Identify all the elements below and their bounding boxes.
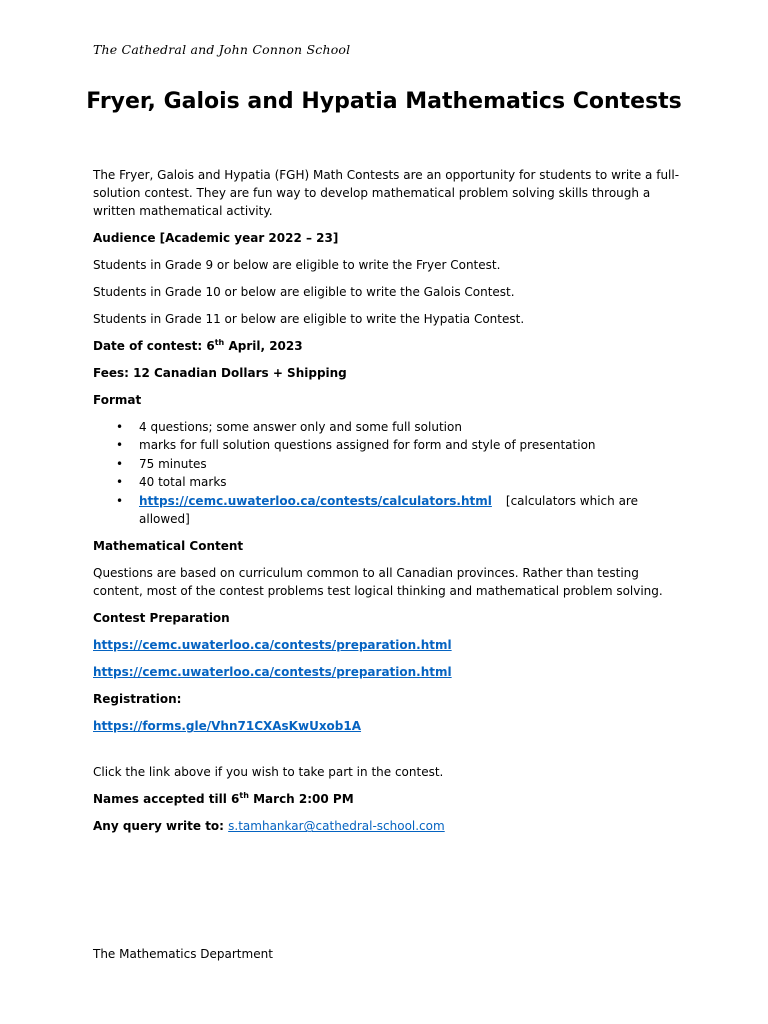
math-content-paragraph: Questions are based on curriculum common to all Canadian provinces. Rather than testing content, most of the contest problems test logical thinking and mathematical problem solving. bbox=[93, 566, 663, 599]
format-item bbox=[93, 436, 683, 454]
format-item-text: 40 total marks bbox=[139, 475, 227, 490]
audience-line-galois: Students in Grade 10 or below are eligible to write the Galois Contest. bbox=[93, 285, 515, 299]
contest-date bbox=[93, 337, 683, 355]
registration-link[interactable]: https://forms.gle/Vhn71CXAsKwUxob1A bbox=[93, 719, 362, 734]
bullet-icon: • bbox=[116, 475, 124, 490]
names-accepted-rest: March 2:00 PM bbox=[248, 792, 354, 807]
format-item bbox=[93, 492, 683, 529]
audience-heading: Audience [Academic year 2022 – 23] bbox=[93, 231, 339, 245]
school-name: The Cathedral and John Connon School bbox=[93, 42, 351, 57]
names-accepted-prefix: Names accepted till 6 bbox=[93, 792, 240, 807]
fees-line: Fees: 12 Canadian Dollars + Shipping bbox=[93, 366, 347, 380]
query-line bbox=[93, 817, 683, 835]
calculators-note: [calculators which are allowed] bbox=[139, 493, 638, 527]
format-item bbox=[93, 455, 683, 473]
audience-line-fryer: Students in Grade 9 or below are eligible to write the Fryer Contest. bbox=[93, 258, 501, 272]
intro-paragraph: The Fryer, Galois and Hypatia (FGH) Math Contests are an opportunity for students to write a full-solution contest. They are fun way to develop mathematical problem solving skills through a written mathematical activity. bbox=[93, 168, 680, 218]
format-item-text: 75 minutes bbox=[139, 456, 207, 471]
bullet-icon: • bbox=[116, 493, 124, 508]
format-list bbox=[93, 418, 683, 528]
bullet-icon: • bbox=[116, 438, 124, 453]
query-label: Any query write to: bbox=[93, 819, 229, 834]
format-item bbox=[93, 473, 683, 491]
click-note: Click the link above if you wish to take part in the contest. bbox=[93, 765, 444, 780]
format-item bbox=[93, 418, 683, 436]
math-content-heading: Mathematical Content bbox=[93, 539, 244, 554]
format-item-text: 4 questions; some answer only and some full solution bbox=[139, 420, 462, 434]
contest-date-ordinal: th bbox=[214, 338, 225, 347]
format-item-text: marks for full solution questions assigned for form and style of presentation bbox=[139, 438, 596, 453]
names-accepted-ordinal: th bbox=[239, 791, 249, 801]
bullet-icon: • bbox=[116, 420, 124, 434]
page-title: Fryer, Galois and Hypatia Mathematics Contests bbox=[86, 89, 682, 114]
calculators-link[interactable]: https://cemc.uwaterloo.ca/contests/calculators.html bbox=[139, 493, 492, 508]
audience-line-hypatia: Students in Grade 11 or below are eligible to write the Hypatia Contest. bbox=[93, 312, 525, 326]
contest-date-rest: April, 2023 bbox=[224, 339, 303, 353]
bullet-icon: • bbox=[116, 456, 124, 471]
names-accepted bbox=[93, 790, 683, 808]
preparation-link-1[interactable]: https://cemc.uwaterloo.ca/contests/preparation.html bbox=[93, 638, 452, 653]
query-email-link[interactable]: s.tamhankar@cathedral-school.com bbox=[228, 819, 445, 834]
document-body bbox=[93, 166, 683, 844]
format-heading: Format bbox=[93, 393, 142, 407]
contest-date-prefix: Date of contest: 6 bbox=[93, 339, 215, 353]
registration-heading: Registration: bbox=[93, 692, 182, 707]
signature: The Mathematics Department bbox=[93, 947, 273, 961]
preparation-heading: Contest Preparation bbox=[93, 611, 230, 626]
preparation-link-2[interactable]: https://cemc.uwaterloo.ca/contests/preparation.html bbox=[93, 665, 452, 680]
spacer bbox=[93, 744, 683, 763]
